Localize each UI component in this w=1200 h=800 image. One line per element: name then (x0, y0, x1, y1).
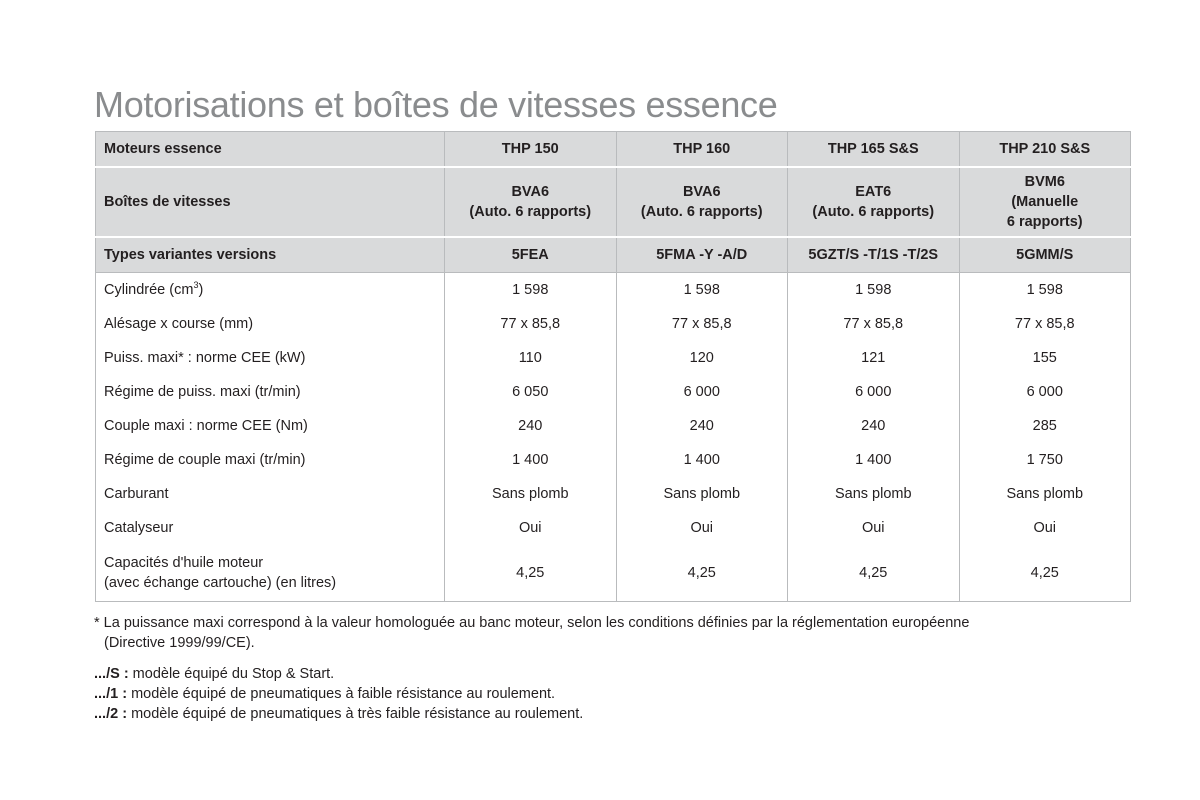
table-cell: Oui (959, 511, 1131, 545)
legend-item (94, 684, 583, 704)
table-cell: 1 750 (959, 443, 1131, 477)
table-cell: 120 (616, 341, 788, 375)
table-cell: 1 598 (788, 273, 960, 308)
table-cell: 4,25 (445, 545, 617, 602)
legend-key: .../1 : (94, 686, 128, 702)
table-cell: Sans plomb (445, 477, 617, 511)
header-cell (959, 167, 1131, 237)
legend-item (94, 664, 583, 684)
table-cell: 1 598 (616, 273, 788, 308)
table-cell: 285 (959, 409, 1131, 443)
row-label: Régime de couple maxi (tr/min) (96, 443, 445, 477)
table-cell: 155 (959, 341, 1131, 375)
table-row (96, 307, 1131, 341)
header-cell: THP 160 (616, 132, 788, 168)
header-cell: THP 210 S&S (959, 132, 1131, 168)
legend-text: modèle équipé de pneumatiques à faible résistance au roulement. (127, 686, 556, 702)
table-cell: 6 000 (788, 375, 960, 409)
header-cell: THP 165 S&S (788, 132, 960, 168)
header-cell: 5FMA -Y -A/D (616, 237, 788, 273)
table-row (96, 273, 1131, 308)
row-label: Catalyseur (96, 511, 445, 545)
table-cell: 77 x 85,8 (616, 307, 788, 341)
row-label (96, 545, 445, 602)
row-label-line: Capacités d'huile moteur (104, 555, 264, 571)
table-row (96, 341, 1131, 375)
cell-line: BVA6 (511, 184, 550, 200)
table-cell: 1 598 (959, 273, 1131, 308)
footnote (94, 613, 1134, 653)
table-row (96, 409, 1131, 443)
footnote-line: * La puissance maxi correspond à la valeur homologuée au banc moteur, selon les conditions définies par la réglementation européenne (94, 615, 970, 631)
table-cell: 1 400 (788, 443, 960, 477)
cell-line: (Auto. 6 rapports) (812, 204, 935, 220)
header-label: Types variantes versions (96, 237, 445, 273)
table-cell: 4,25 (788, 545, 960, 602)
header-cell: 5GZT/S -T/1S -T/2S (788, 237, 960, 273)
header-row-types (96, 237, 1131, 273)
legend-key: .../S : (94, 666, 129, 682)
table-cell: Sans plomb (959, 477, 1131, 511)
table-cell: Oui (788, 511, 960, 545)
cell-line: (Manuelle (1011, 194, 1079, 210)
table-cell: 1 400 (445, 443, 617, 477)
header-label: Moteurs essence (96, 132, 445, 168)
table-row (96, 545, 1131, 602)
cell-line: (Auto. 6 rapports) (469, 204, 592, 220)
row-label-text: ) (198, 282, 204, 298)
header-cell: THP 150 (445, 132, 617, 168)
cell-line: EAT6 (855, 184, 892, 200)
row-label (96, 273, 445, 308)
row-label: Couple maxi : norme CEE (Nm) (96, 409, 445, 443)
header-row-engines (96, 132, 1131, 168)
row-label: Alésage x course (mm) (96, 307, 445, 341)
table-row (96, 443, 1131, 477)
table-row (96, 375, 1131, 409)
suffix-legend (94, 664, 583, 724)
table-cell: 1 400 (616, 443, 788, 477)
page-title: Motorisations et boîtes de vitesses essence (94, 84, 778, 125)
table-cell: 110 (445, 341, 617, 375)
legend-text: modèle équipé de pneumatiques à très faible résistance au roulement. (127, 706, 584, 722)
footnote-line: (Directive 1999/99/CE). (104, 635, 255, 651)
legend-text: modèle équipé du Stop & Start. (128, 666, 335, 682)
row-label-text: Cylindrée (cm (104, 282, 194, 298)
table-cell: 4,25 (959, 545, 1131, 602)
table-cell: 77 x 85,8 (959, 307, 1131, 341)
row-label: Carburant (96, 477, 445, 511)
table-cell: 121 (788, 341, 960, 375)
table-row (96, 477, 1131, 511)
cell-line: (Auto. 6 rapports) (640, 204, 763, 220)
table-cell: 1 598 (445, 273, 617, 308)
table-cell: 240 (788, 409, 960, 443)
superscript: 3 (193, 280, 199, 291)
cell-line: 6 rapports) (1006, 214, 1083, 230)
header-row-gearboxes (96, 167, 1131, 237)
header-cell: 5FEA (445, 237, 617, 273)
header-cell (616, 167, 788, 237)
table-cell: 6 000 (959, 375, 1131, 409)
table-cell: 6 050 (445, 375, 617, 409)
table-cell: Sans plomb (788, 477, 960, 511)
table-cell: 240 (445, 409, 617, 443)
header-cell (788, 167, 960, 237)
cell-line: BVM6 (1024, 174, 1065, 190)
table-cell: 6 000 (616, 375, 788, 409)
table-cell: 240 (616, 409, 788, 443)
table-cell: 77 x 85,8 (788, 307, 960, 341)
header-cell: 5GMM/S (959, 237, 1131, 273)
row-label: Puiss. maxi* : norme CEE (kW) (96, 341, 445, 375)
table-cell: Oui (616, 511, 788, 545)
row-label: Régime de puiss. maxi (tr/min) (96, 375, 445, 409)
header-cell (445, 167, 617, 237)
table-cell: 4,25 (616, 545, 788, 602)
table-cell: 77 x 85,8 (445, 307, 617, 341)
legend-item (94, 704, 583, 724)
table-row (96, 511, 1131, 545)
header-label: Boîtes de vitesses (96, 167, 445, 237)
table-cell: Sans plomb (616, 477, 788, 511)
legend-key: .../2 : (94, 706, 128, 722)
table-cell: Oui (445, 511, 617, 545)
row-label-line: (avec échange cartouche) (en litres) (104, 575, 337, 591)
cell-line: BVA6 (682, 184, 721, 200)
engine-spec-table (95, 131, 1131, 602)
